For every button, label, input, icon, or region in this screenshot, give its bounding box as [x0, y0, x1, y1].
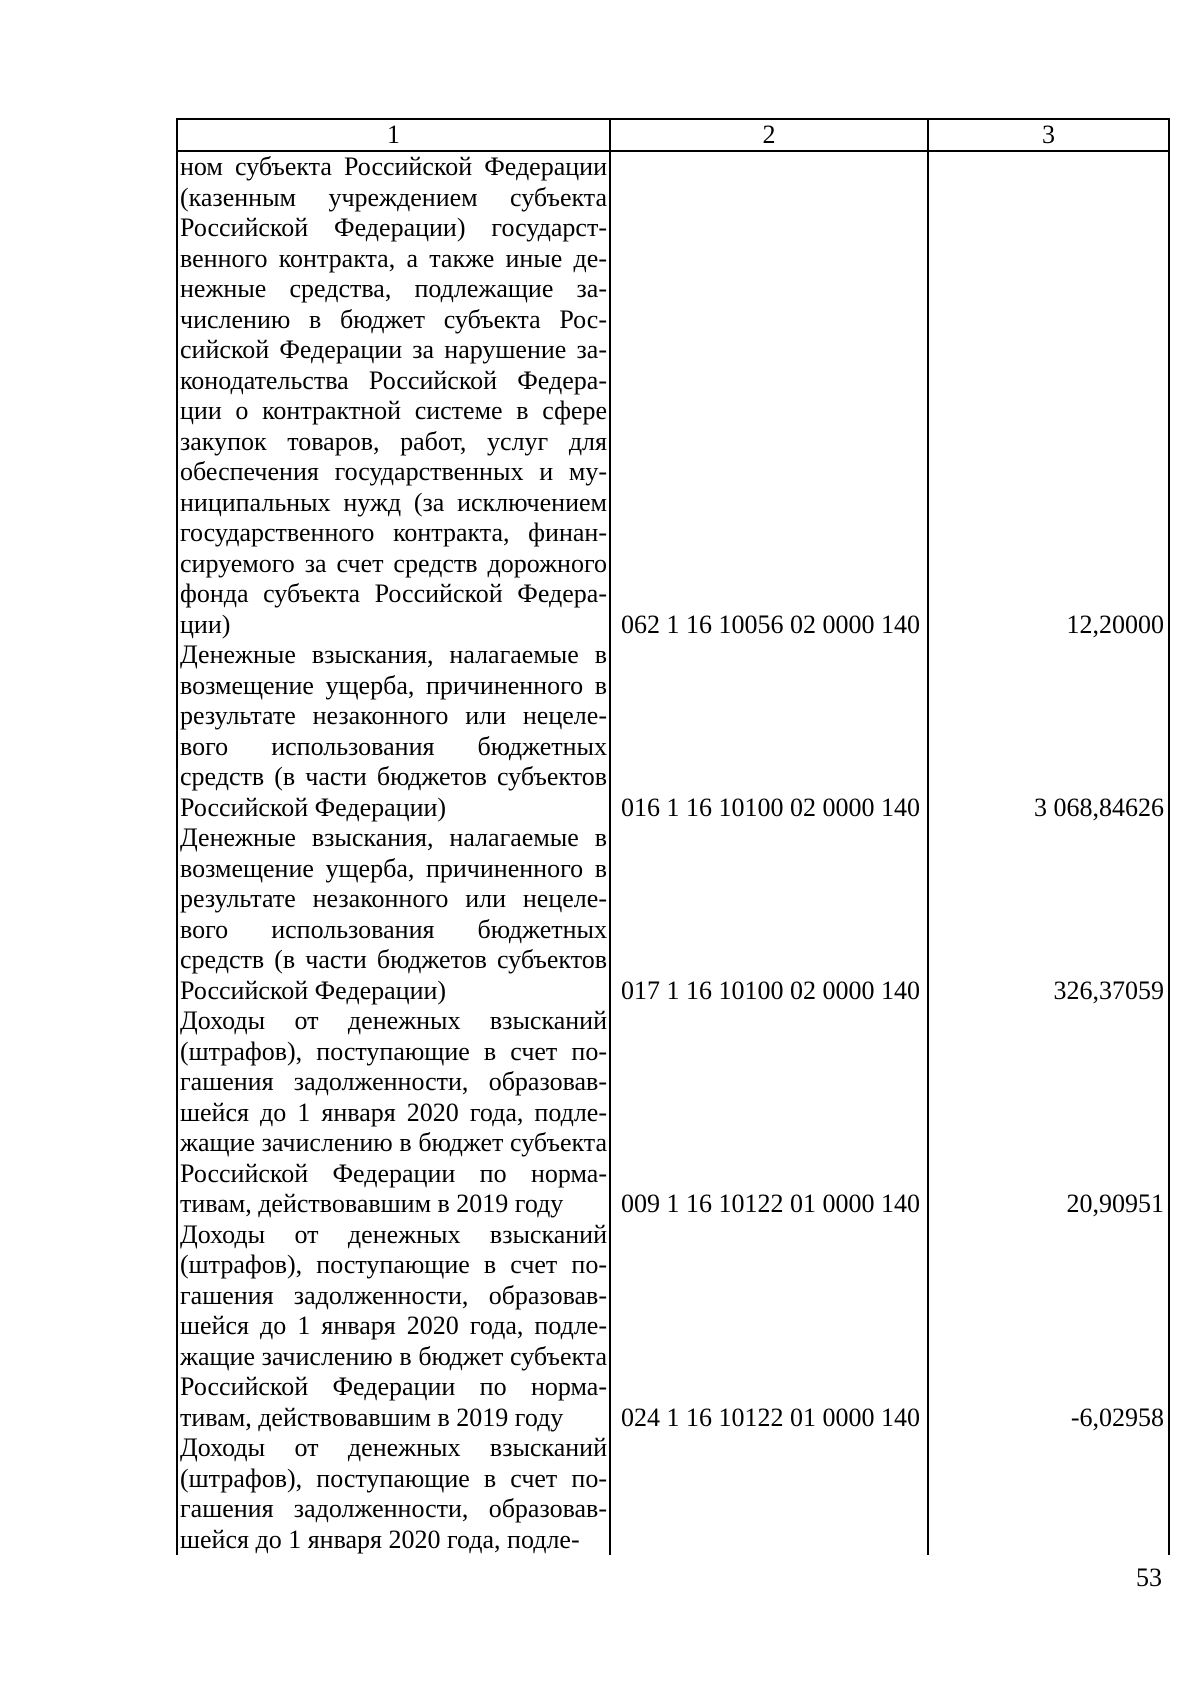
row-budget-code: 062 1 16 10056 02 0000 140	[610, 151, 928, 640]
row-amount: 3 068,84626	[928, 640, 1169, 823]
column-header-2: 2	[610, 119, 928, 151]
row-amount: 20,90951	[928, 1006, 1169, 1220]
header-row	[177, 119, 1169, 151]
table-row-continued	[177, 1433, 1169, 1555]
row-budget-code: 016 1 16 10100 02 0000 140	[610, 640, 928, 823]
row-amount	[928, 1433, 1169, 1555]
revenue-table	[176, 118, 1170, 1555]
row-budget-code: 009 1 16 10122 01 0000 140	[610, 1006, 928, 1220]
column-header-3: 3	[928, 119, 1169, 151]
row-amount: 12,20000	[928, 151, 1169, 640]
table-row	[177, 151, 1169, 640]
row-description: Денежные взыскания, налагаемые в возмещение ущерба, причиненного в результате незаконного или нецелевого использования бюджетных средств (в части бюджетов субъектов Российской Федерации)	[177, 823, 610, 1006]
table-row	[177, 640, 1169, 823]
row-description: Доходы от денежных взысканий (штрафов), поступающие в счет погашения задолженности, образовавшейся до 1 января 2020 года, подле-	[177, 1433, 610, 1555]
row-description: Денежные взыскания, налагаемые в возмещение ущерба, причиненного в результате незаконного или нецелевого использования бюджетных средств (в части бюджетов субъектов Российской Федерации)	[177, 640, 610, 823]
row-budget-code	[610, 1433, 928, 1555]
row-description: Доходы от денежных взысканий (штрафов), поступающие в счет погашения задолженности, образовавшейся до 1 января 2020 года, подлежащие зачислению в бюджет субъекта Российской Федерации по нормативам, действовавшим в 2019 году	[177, 1006, 610, 1220]
table-row	[177, 1006, 1169, 1220]
row-description: ном субъекта Российской Федерации (казенным учреждением субъекта Российской Федерации) государственного контракта, а также иные денежные средства, подлежащие зачислению в бюджет субъекта Российской Федерации за нарушение законодательства Российской Федерации о контрактной системе в сфере закупок товаров, работ, услуг для обеспечения государственных и муниципальных нужд (за исключением государственного контракта, финансируемого за счет средств дорожного фонда субъекта Российской Федерации)	[177, 151, 610, 640]
row-description: Доходы от денежных взысканий (штрафов), поступающие в счет погашения задолженности, образовавшейся до 1 января 2020 года, подлежащие зачислению в бюджет субъекта Российской Федерации по нормативам, действовавшим в 2019 году	[177, 1220, 610, 1434]
table-header	[177, 119, 1169, 151]
row-budget-code: 024 1 16 10122 01 0000 140	[610, 1220, 928, 1434]
row-budget-code: 017 1 16 10100 02 0000 140	[610, 823, 928, 1006]
table-row	[177, 823, 1169, 1006]
column-header-1: 1	[177, 119, 610, 151]
table-row	[177, 1220, 1169, 1434]
table-body	[177, 151, 1169, 1555]
page-number: 53	[1136, 1563, 1162, 1592]
row-amount: 326,37059	[928, 823, 1169, 1006]
row-amount: -6,02958	[928, 1220, 1169, 1434]
